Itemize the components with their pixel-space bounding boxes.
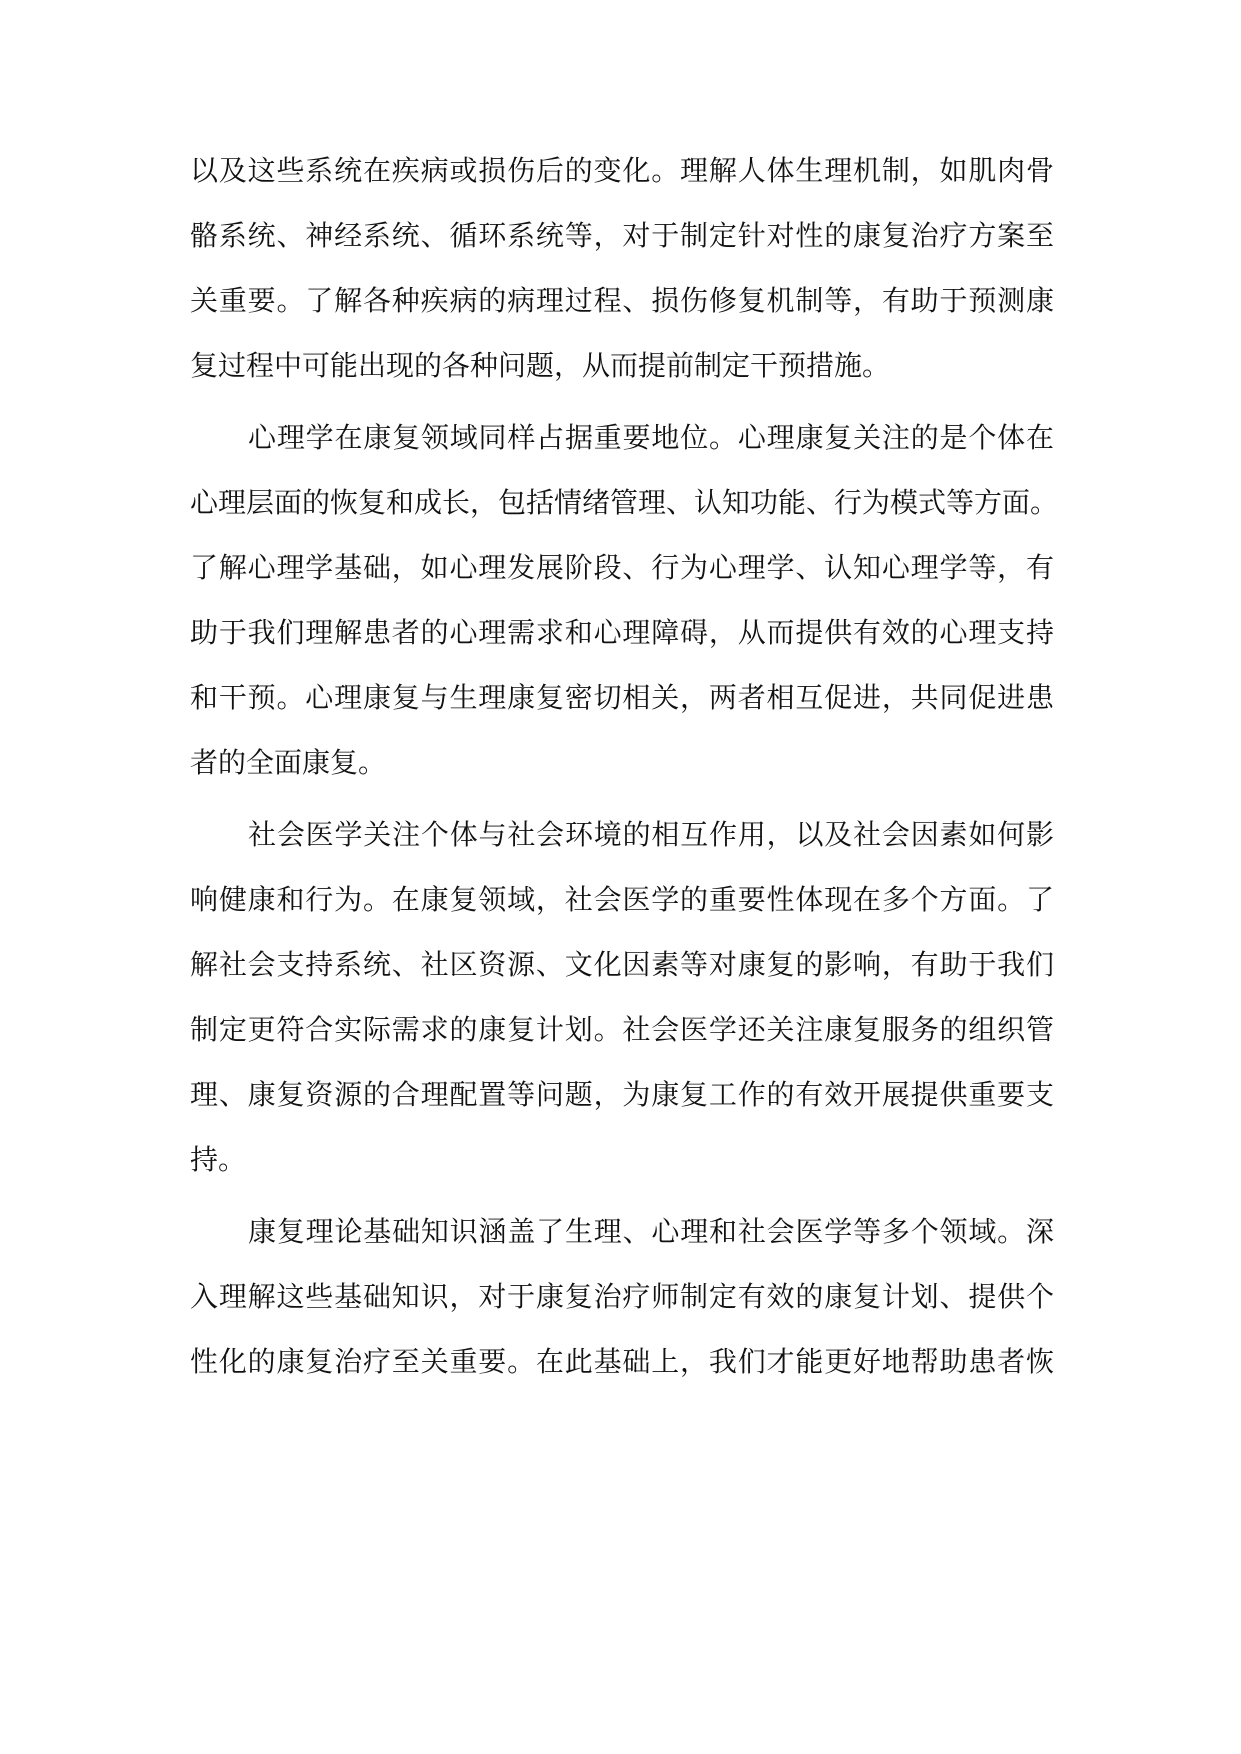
text-line: 康复理论基础知识涵盖了生理、心理和社会医学等多个领域。深 bbox=[248, 1215, 1054, 1248]
text-line: 心理层面的恢复和成长，包括情绪管理、认知功能、行为模式等方面。 bbox=[190, 486, 1059, 519]
paragraph-summary bbox=[190, 1199, 1054, 1394]
text-line: 制定更符合实际需求的康复计划。社会医学还关注康复服务的组织管 bbox=[190, 1013, 1054, 1046]
text-line: 响健康和行为。在康复领域，社会医学的重要性体现在多个方面。了 bbox=[190, 883, 1054, 916]
text-line: 关重要。了解各种疾病的病理过程、损伤修复机制等，有助于预测康 bbox=[190, 284, 1054, 317]
text-line: 入理解这些基础知识，对于康复治疗师制定有效的康复计划、提供个 bbox=[190, 1280, 1054, 1313]
text-line: 性化的康复治疗至关重要。在此基础上，我们才能更好地帮助患者恢 bbox=[190, 1345, 1054, 1378]
text-line: 社会医学关注个体与社会环境的相互作用，以及社会因素如何影 bbox=[248, 818, 1054, 851]
paragraph-social-medicine bbox=[190, 802, 1054, 1192]
paragraph-psychology bbox=[190, 405, 1059, 795]
text-line: 持。 bbox=[190, 1143, 247, 1176]
text-line: 理、康复资源的合理配置等问题，为康复工作的有效开展提供重要支 bbox=[190, 1078, 1054, 1111]
document-page bbox=[190, 138, 1059, 1394]
text-line: 复过程中可能出现的各种问题，从而提前制定干预措施。 bbox=[190, 349, 891, 382]
text-line: 者的全面康复。 bbox=[190, 746, 387, 779]
text-line: 助于我们理解患者的心理需求和心理障碍，从而提供有效的心理支持 bbox=[190, 616, 1054, 649]
text-line: 心理学在康复领域同样占据重要地位。心理康复关注的是个体在 bbox=[248, 421, 1054, 454]
paragraph-physiology bbox=[190, 138, 1054, 398]
text-line: 解社会支持系统、社区资源、文化因素等对康复的影响，有助于我们 bbox=[190, 948, 1054, 981]
text-line: 骼系统、神经系统、循环系统等，对于制定针对性的康复治疗方案至 bbox=[190, 219, 1054, 252]
text-line: 了解心理学基础，如心理发展阶段、行为心理学、认知心理学等，有 bbox=[190, 551, 1054, 584]
text-line: 以及这些系统在疾病或损伤后的变化。理解人体生理机制，如肌肉骨 bbox=[190, 154, 1054, 187]
text-line: 和干预。心理康复与生理康复密切相关，两者相互促进，共同促进患 bbox=[190, 681, 1054, 714]
